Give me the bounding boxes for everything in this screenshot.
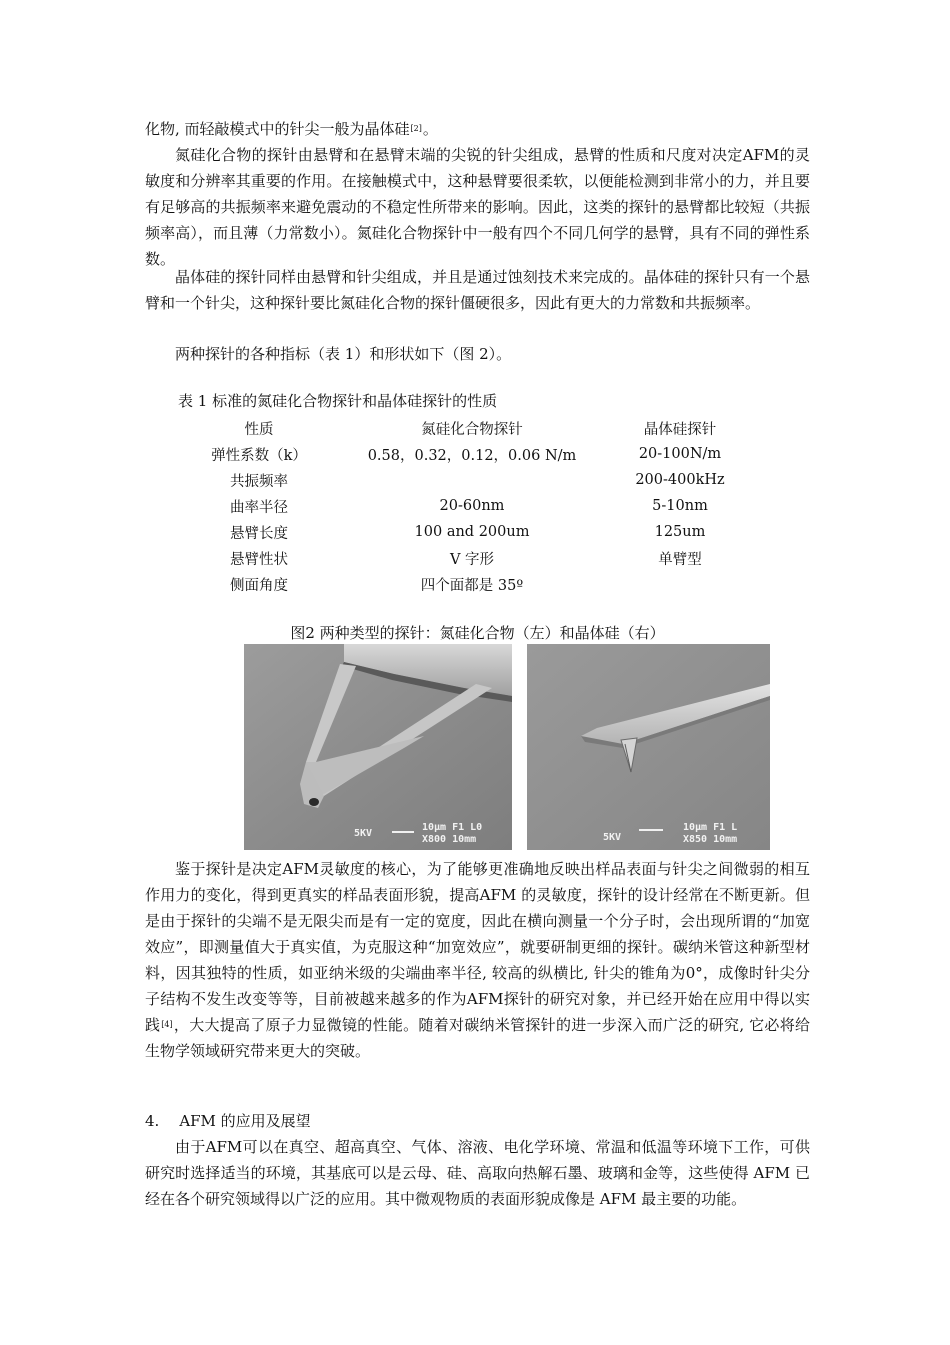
table-cell: 20-100N/m bbox=[638, 446, 722, 462]
paragraph-afm-applications: 由于AFM可以在真空、超高真空、气体、溶液、电化学环境、常温和低温等环境下工作，可供研究时选择适当的环境，其基底可以是云母、硅、高取向热解石墨、玻璃和金等，这些使得 AFM 已经在各个研究领域得以广泛的应用。其中微观物质的表面形貌成像是 AFM 最主要的功能。 bbox=[145, 1138, 810, 1208]
paragraph-text: ，大大提高了原子力显微镜的性能。随着对碳纳米管探针的进一步深入而广泛的研究, 它必将给生物学领域研究带来更大的突破。 bbox=[145, 1016, 810, 1060]
table-row bbox=[178, 467, 756, 493]
sem-image-silicon-nitride-probe bbox=[244, 644, 512, 850]
table-cell: 125um bbox=[654, 524, 706, 540]
table-caption: 表 1 标准的氮硅化合物探针和晶体硅探针的性质 bbox=[178, 392, 498, 410]
paragraph-silicon-nitride-probe: 氮硅化合物的探针由悬臂和在悬臂末端的尖锐的针尖组成，悬臂的性质和尺度对决定AFM的灵敏度和分辨率其重要的作用。在接触模式中，这种悬臂要很柔软，以便能检测到非常小的力，并且要有足够高的共振频率来避免震动的不稳定性所带来的影响。因此，这类的探针的悬臂都比较短（共振频率高），而且薄（力常数小）。氮硅化合物探针中一般有四个不同几何学的悬臂，具有不同的弹性系数。 bbox=[145, 146, 810, 268]
paragraph-crystalline-silicon-probe: 晶体硅的探针同样由悬臂和针尖组成，并且是通过蚀刻技术来完成的。晶体硅的探针只有一个悬臂和一个针尖，这种探针要比氮硅化合物的探针僵硬很多，因此有更大的力常数和共振频率。 bbox=[145, 268, 810, 312]
sem-micrograph-right bbox=[527, 644, 770, 850]
table-header-cell: 性质 bbox=[244, 421, 274, 438]
sem-image-crystalline-silicon-probe bbox=[527, 644, 770, 850]
table-cell: 弹性系数（k） bbox=[211, 447, 307, 464]
table-cell: 悬臂性状 bbox=[230, 551, 288, 568]
table-row bbox=[178, 519, 756, 545]
section-number: 4. bbox=[145, 1112, 160, 1130]
table-cell: 5-10nm bbox=[652, 498, 708, 514]
table-cell: V 字形 bbox=[449, 551, 495, 568]
table-cell: 四个面都是 35º bbox=[420, 577, 524, 594]
table-row bbox=[178, 571, 756, 597]
paragraph-text: 鉴于探针是决定AFM灵敏度的核心，为了能够更准确地反映出样品表面与针尖之间微弱的相互作用力的变化，得到更真实的样品表面形貌，提高AFM 的灵敏度，探针的设计经常在不断更新。但是由于探针的尖端不是无限尖而是有一定的宽度，因此在横向测量一个分子时，会出现所谓的“加宽效应”，即测量值大于真实值，为克服这种“加宽效应”，就要研制更细的探针。碳纳米管这种新型材料，因其独特的性质，如亚纳米级的尖端曲率半径, 较高的纵横比, 针尖的锥角为0°，成像时针尖分子结构不发生改变等等，目前被越来越多的作为AFM探针的研究对象，并已经开始在应用中得以实践 bbox=[145, 860, 810, 1034]
paragraph-carbon-nanotube-probe bbox=[145, 856, 810, 1064]
sem-scale-label: 10μm F1 L bbox=[683, 822, 738, 833]
section-title: AFM 的应用及展望 bbox=[179, 1112, 311, 1130]
probe-tip bbox=[309, 798, 319, 806]
table-header-row bbox=[178, 415, 756, 441]
probe-properties-table bbox=[178, 415, 756, 597]
table-cell bbox=[604, 571, 756, 597]
table-cell: 20-60nm bbox=[439, 498, 505, 514]
sem-voltage-label: 5KV bbox=[354, 828, 373, 839]
table-cell: 侧面角度 bbox=[230, 577, 288, 594]
table-cell: 200-400kHz bbox=[635, 472, 725, 488]
sem-scale-label: 10μm F1 L0 bbox=[422, 822, 483, 833]
sem-micrograph-left bbox=[244, 644, 512, 850]
paragraph-text: 。 bbox=[422, 120, 438, 138]
table-cell: 单臂型 bbox=[658, 551, 702, 568]
citation-ref[interactable]: [2] bbox=[410, 124, 422, 133]
table-header-cell: 氮硅化合物探针 bbox=[421, 421, 523, 438]
paragraph-intro-continuation bbox=[145, 116, 810, 142]
paragraph-table-intro: 两种探针的各种指标（表 1）和形状如下（图 2）。 bbox=[175, 345, 512, 363]
figure-caption: 图2 两种类型的探针：氮硅化合物（左）和晶体硅（右） bbox=[290, 624, 665, 642]
table-header-cell: 晶体硅探针 bbox=[643, 421, 717, 438]
table-cell: 100 and 200um bbox=[414, 524, 530, 540]
sem-magnification-label: X850 10mm bbox=[683, 834, 738, 845]
table-cell: 曲率半径 bbox=[230, 499, 288, 516]
table-cell bbox=[340, 467, 604, 493]
citation-ref[interactable]: [4] bbox=[161, 1020, 173, 1029]
table-row bbox=[178, 441, 756, 467]
table-cell: 共振频率 bbox=[230, 473, 288, 490]
sem-voltage-label: 5KV bbox=[603, 832, 622, 843]
section-heading bbox=[145, 1108, 311, 1134]
sem-magnification-label: X800 10mm bbox=[422, 834, 477, 845]
table-row bbox=[178, 545, 756, 571]
table-cell: 0.58，0.32，0.12，0.06 N/m bbox=[367, 447, 577, 464]
table-row bbox=[178, 493, 756, 519]
paragraph-text: 化物, 而轻敲模式中的针尖一般为晶体硅 bbox=[145, 120, 410, 138]
table-cell: 悬臂长度 bbox=[230, 525, 288, 542]
